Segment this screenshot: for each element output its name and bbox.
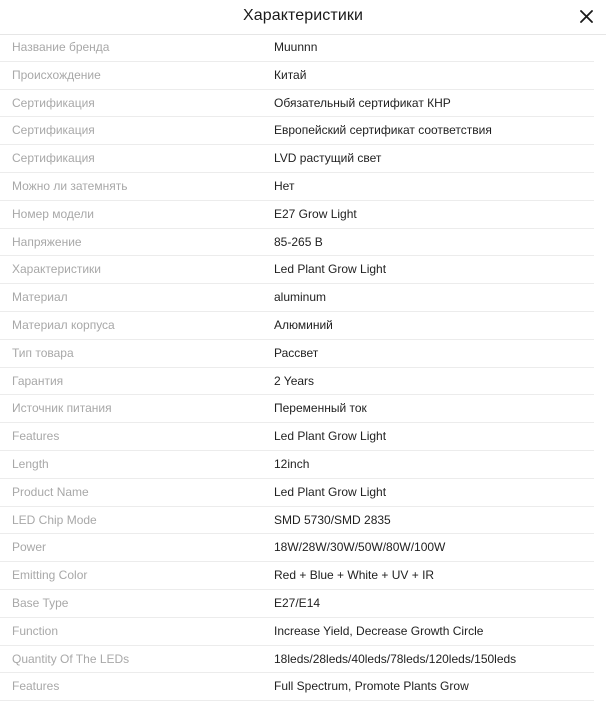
spec-row [0, 562, 594, 590]
modal-header [0, 0, 606, 35]
spec-label: Length [12, 456, 49, 471]
spec-row [0, 534, 594, 562]
spec-value: Led Plant Grow Light [274, 429, 387, 444]
spec-row [0, 646, 594, 674]
specs-list [0, 34, 606, 701]
spec-label: Power [12, 540, 47, 555]
close-icon [580, 10, 593, 23]
spec-value: 18W/28W/30W/50W/80W/100W [274, 540, 446, 555]
spec-value: Led Plant Grow Light [274, 484, 387, 499]
spec-row [0, 340, 594, 368]
spec-row [0, 145, 594, 173]
spec-value: Full Spectrum, Promote Plants Grow [274, 679, 469, 694]
spec-row [0, 312, 594, 340]
spec-value: 12inch [274, 456, 310, 471]
spec-value: LVD растущий свет [274, 151, 382, 166]
spec-row [0, 62, 594, 90]
spec-row [0, 673, 594, 701]
spec-row [0, 395, 594, 423]
spec-row [0, 34, 594, 62]
spec-value: Переменный ток [274, 401, 367, 416]
spec-label: Emitting Color [12, 568, 88, 583]
spec-label: Характеристики [12, 262, 101, 277]
spec-row [0, 479, 594, 507]
spec-row [0, 117, 594, 145]
spec-value: Китай [274, 67, 307, 82]
spec-row [0, 201, 594, 229]
spec-label: Название бренда [12, 40, 110, 54]
spec-value: Increase Yield, Decrease Growth Circle [274, 623, 484, 638]
spec-row [0, 229, 594, 257]
spec-value: 85-265 В [274, 234, 323, 249]
spec-value: 18leds/28leds/40leds/78leds/120leds/150leds [274, 651, 517, 666]
spec-value: Led Plant Grow Light [274, 262, 387, 277]
spec-label: Base Type [12, 595, 69, 610]
spec-label: Сертификация [12, 123, 95, 138]
spec-row [0, 618, 594, 646]
spec-label: Материал корпуса [12, 317, 115, 332]
spec-label: Product Name [12, 484, 89, 499]
spec-value: 2 Years [274, 373, 315, 388]
spec-value: Red + Blue + White + UV + IR [274, 568, 435, 583]
spec-row [0, 173, 594, 201]
spec-label: Можно ли затемнять [12, 178, 128, 193]
spec-label: Происхождение [12, 67, 101, 82]
spec-label: Источник питания [12, 401, 112, 416]
spec-value: E27/E14 [274, 595, 321, 610]
spec-value: Muunnn [274, 40, 318, 54]
spec-row [0, 256, 594, 284]
modal-title: Характеристики [242, 7, 364, 24]
spec-row [0, 590, 594, 618]
spec-label: Напряжение [12, 234, 82, 249]
spec-label: Features [12, 429, 60, 444]
spec-row [0, 423, 594, 451]
spec-value: SMD 5730/SMD 2835 [274, 512, 391, 527]
spec-row [0, 284, 594, 312]
spec-value: Европейский сертификат соответствия [274, 123, 492, 138]
spec-row [0, 451, 594, 479]
spec-label: Гарантия [12, 373, 64, 388]
spec-value: Алюминий [274, 317, 333, 332]
spec-value: aluminum [274, 290, 327, 305]
spec-value: Нет [274, 178, 295, 193]
spec-value: E27 Grow Light [274, 206, 357, 221]
spec-label: Номер модели [12, 206, 94, 221]
spec-label: Материал [12, 290, 68, 305]
spec-label: Сертификация [12, 151, 95, 166]
spec-row [0, 90, 594, 118]
spec-label: Тип товара [12, 345, 74, 360]
spec-label: LED Chip Mode [12, 512, 97, 527]
spec-row [0, 507, 594, 535]
spec-label: Сертификация [12, 95, 95, 110]
spec-value: Обязательный сертификат КНР [274, 95, 451, 110]
spec-label: Features [12, 679, 60, 694]
spec-label: Function [12, 623, 59, 638]
spec-label: Quantity Of The LEDs [12, 651, 130, 666]
spec-row [0, 368, 594, 396]
close-button[interactable] [576, 6, 596, 26]
spec-value: Рассвет [274, 345, 319, 360]
